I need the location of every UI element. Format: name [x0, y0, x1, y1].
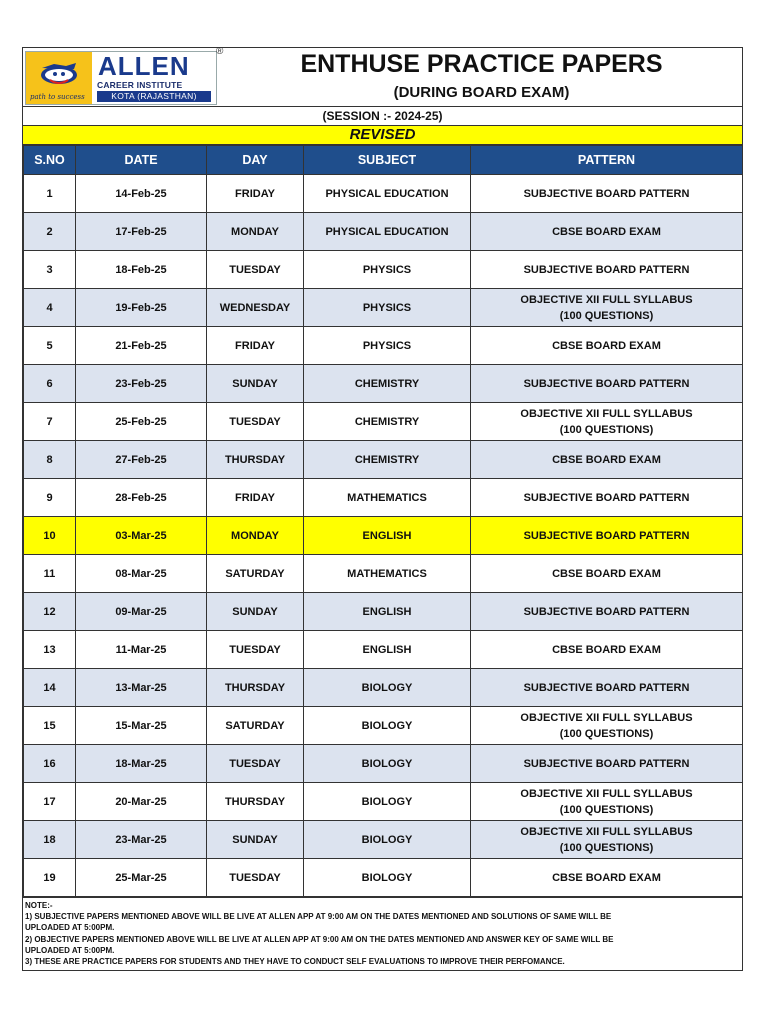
col-header-day: DAY [207, 146, 304, 175]
table-row [24, 631, 743, 669]
cell-pattern: SUBJECTIVE BOARD PATTERN [471, 365, 743, 403]
brand-name: ALLEN [98, 51, 190, 81]
cell-day: WEDNESDAY [207, 289, 304, 327]
table-row [24, 403, 743, 441]
cell-pattern: CBSE BOARD EXAM [471, 327, 743, 365]
cell-sno: 16 [24, 745, 76, 783]
cell-date: 03-Mar-25 [76, 517, 207, 555]
cell-sno: 9 [24, 479, 76, 517]
notes-section [23, 897, 742, 970]
cell-day: TUESDAY [207, 745, 304, 783]
logo-tagline: path to success [30, 93, 85, 101]
cell-sno: 4 [24, 289, 76, 327]
cell-sno: 7 [24, 403, 76, 441]
cell-subject: BIOLOGY [304, 745, 471, 783]
table-row [24, 289, 743, 327]
table-row [24, 365, 743, 403]
cell-date: 18-Feb-25 [76, 251, 207, 289]
note-line: NOTE:- [25, 901, 53, 910]
cell-sno: 6 [24, 365, 76, 403]
cell-subject: CHEMISTRY [304, 403, 471, 441]
table-row [24, 327, 743, 365]
header [23, 48, 742, 107]
cell-day: TUESDAY [207, 251, 304, 289]
cell-day: SUNDAY [207, 365, 304, 403]
cell-day: SATURDAY [207, 555, 304, 593]
note-line: UPLOADED AT 5:00PM. [25, 923, 115, 933]
cell-sno: 15 [24, 707, 76, 745]
page-title: ENTHUSE PRACTICE PAPERS [300, 50, 663, 78]
cell-subject: ENGLISH [304, 631, 471, 669]
brand-subtitle: CAREER INSTITUTE [97, 80, 183, 90]
cell-day: THURSDAY [207, 669, 304, 707]
cell-pattern: SUBJECTIVE BOARD PATTERN [471, 669, 743, 707]
logo-wordmark [94, 52, 216, 104]
cell-sno: 14 [24, 669, 76, 707]
cell-pattern: OBJECTIVE XII FULL SYLLABUS (100 QUESTIONS) [471, 403, 743, 441]
cell-subject: BIOLOGY [304, 707, 471, 745]
cell-sno: 13 [24, 631, 76, 669]
cell-subject: BIOLOGY [304, 783, 471, 821]
cell-day: SUNDAY [207, 593, 304, 631]
cell-pattern: CBSE BOARD EXAM [471, 441, 743, 479]
cell-subject: PHYSICAL EDUCATION [304, 213, 471, 251]
schedule-table [23, 145, 743, 897]
cell-day: SATURDAY [207, 707, 304, 745]
cell-pattern: SUBJECTIVE BOARD PATTERN [471, 593, 743, 631]
brand-city: KOTA (RAJASTHAN) [97, 91, 211, 102]
cell-subject: MATHEMATICS [304, 555, 471, 593]
cell-pattern: OBJECTIVE XII FULL SYLLABUS (100 QUESTIONS) [471, 707, 743, 745]
revised-banner: REVISED [23, 126, 742, 145]
cell-sno: 12 [24, 593, 76, 631]
page-subtitle: (DURING BOARD EXAM) [393, 84, 570, 101]
cell-sno: 2 [24, 213, 76, 251]
cell-sno: 5 [24, 327, 76, 365]
cell-pattern: CBSE BOARD EXAM [471, 555, 743, 593]
cell-pattern: SUBJECTIVE BOARD PATTERN [471, 175, 743, 213]
cell-date: 08-Mar-25 [76, 555, 207, 593]
cell-subject: ENGLISH [304, 593, 471, 631]
cell-subject: CHEMISTRY [304, 365, 471, 403]
cell-pattern: CBSE BOARD EXAM [471, 213, 743, 251]
cell-sno: 8 [24, 441, 76, 479]
table-row [24, 745, 743, 783]
table-row [24, 517, 743, 555]
cell-date: 25-Mar-25 [76, 859, 207, 897]
cell-date: 20-Mar-25 [76, 783, 207, 821]
table-body [24, 175, 743, 897]
cell-date: 19-Feb-25 [76, 289, 207, 327]
cell-sno: 10 [24, 517, 76, 555]
col-header-date: DATE [76, 146, 207, 175]
cell-subject: ENGLISH [304, 517, 471, 555]
cell-date: 27-Feb-25 [76, 441, 207, 479]
cell-pattern: SUBJECTIVE BOARD PATTERN [471, 745, 743, 783]
cell-date: 11-Mar-25 [76, 631, 207, 669]
cell-date: 18-Mar-25 [76, 745, 207, 783]
col-header-subject: SUBJECT [304, 146, 471, 175]
cell-subject: BIOLOGY [304, 821, 471, 859]
cell-subject: PHYSICS [304, 289, 471, 327]
cell-pattern: CBSE BOARD EXAM [471, 859, 743, 897]
cell-day: TUESDAY [207, 859, 304, 897]
cell-day: THURSDAY [207, 783, 304, 821]
cell-date: 15-Mar-25 [76, 707, 207, 745]
cell-subject: PHYSICAL EDUCATION [304, 175, 471, 213]
cell-date: 17-Feb-25 [76, 213, 207, 251]
cell-subject: BIOLOGY [304, 669, 471, 707]
cell-date: 23-Mar-25 [76, 821, 207, 859]
cell-pattern: SUBJECTIVE BOARD PATTERN [471, 479, 743, 517]
cell-pattern: OBJECTIVE XII FULL SYLLABUS (100 QUESTIONS) [471, 783, 743, 821]
table-row [24, 175, 743, 213]
logo-emblem [26, 52, 92, 104]
note-line: 2) OBJECTIVE PAPERS MENTIONED ABOVE WILL BE LIVE AT ALLEN APP AT 9:00 AM ON THE DATES MENTIONED AND ANSWER KEY OF SAME WILL BE [25, 934, 614, 944]
cell-day: FRIDAY [207, 327, 304, 365]
cell-day: SUNDAY [207, 821, 304, 859]
cell-sno: 3 [24, 251, 76, 289]
note-line: 1) SUBJECTIVE PAPERS MENTIONED ABOVE WILL BE LIVE AT ALLEN APP AT 9:00 AM ON THE DATES MENTIONED AND SOLUTIONS OF SAME WILL BE [25, 912, 612, 922]
table-row [24, 783, 743, 821]
cell-pattern: OBJECTIVE XII FULL SYLLABUS (100 QUESTIONS) [471, 821, 743, 859]
cell-sno: 17 [24, 783, 76, 821]
table-row [24, 213, 743, 251]
table-row [24, 555, 743, 593]
session-label: (SESSION :- 2024-25) [23, 107, 742, 126]
cell-date: 28-Feb-25 [76, 479, 207, 517]
cell-subject: PHYSICS [304, 327, 471, 365]
schedule-sheet [22, 47, 743, 971]
cell-day: FRIDAY [207, 175, 304, 213]
col-header-sno: S.NO [24, 146, 76, 175]
cell-pattern: CBSE BOARD EXAM [471, 631, 743, 669]
cell-day: FRIDAY [207, 479, 304, 517]
cell-subject: CHEMISTRY [304, 441, 471, 479]
cell-pattern: OBJECTIVE XII FULL SYLLABUS (100 QUESTIONS) [471, 289, 743, 327]
table-row [24, 251, 743, 289]
cell-day: MONDAY [207, 213, 304, 251]
note-line: 3) THESE ARE PRACTICE PAPERS FOR STUDENTS AND THEY HAVE TO CONDUCT SELF EVALUATIONS TO IMPROVE THEIR PERFOMANCE. [25, 957, 565, 967]
cell-day: TUESDAY [207, 631, 304, 669]
cell-pattern: SUBJECTIVE BOARD PATTERN [471, 251, 743, 289]
table-header-row [24, 146, 743, 175]
cell-date: 21-Feb-25 [76, 327, 207, 365]
table-row [24, 669, 743, 707]
cell-day: TUESDAY [207, 403, 304, 441]
cell-day: MONDAY [207, 517, 304, 555]
cell-sno: 11 [24, 555, 76, 593]
allen-logo [25, 51, 217, 105]
registered-mark: ® [216, 46, 224, 57]
cell-pattern: SUBJECTIVE BOARD PATTERN [471, 517, 743, 555]
cell-date: 14-Feb-25 [76, 175, 207, 213]
cell-subject: PHYSICS [304, 251, 471, 289]
table-row [24, 479, 743, 517]
cell-subject: MATHEMATICS [304, 479, 471, 517]
cell-sno: 1 [24, 175, 76, 213]
col-header-pattern: PATTERN [471, 146, 743, 175]
cell-sno: 18 [24, 821, 76, 859]
table-row [24, 593, 743, 631]
cell-date: 09-Mar-25 [76, 593, 207, 631]
table-row [24, 441, 743, 479]
cell-date: 13-Mar-25 [76, 669, 207, 707]
mascot-icon [36, 60, 82, 88]
cell-date: 23-Feb-25 [76, 365, 207, 403]
cell-subject: BIOLOGY [304, 859, 471, 897]
table-row [24, 859, 743, 897]
cell-date: 25-Feb-25 [76, 403, 207, 441]
table-row [24, 707, 743, 745]
cell-sno: 19 [24, 859, 76, 897]
table-row [24, 821, 743, 859]
note-line: UPLOADED AT 5:00PM. [25, 945, 115, 955]
cell-day: THURSDAY [207, 441, 304, 479]
